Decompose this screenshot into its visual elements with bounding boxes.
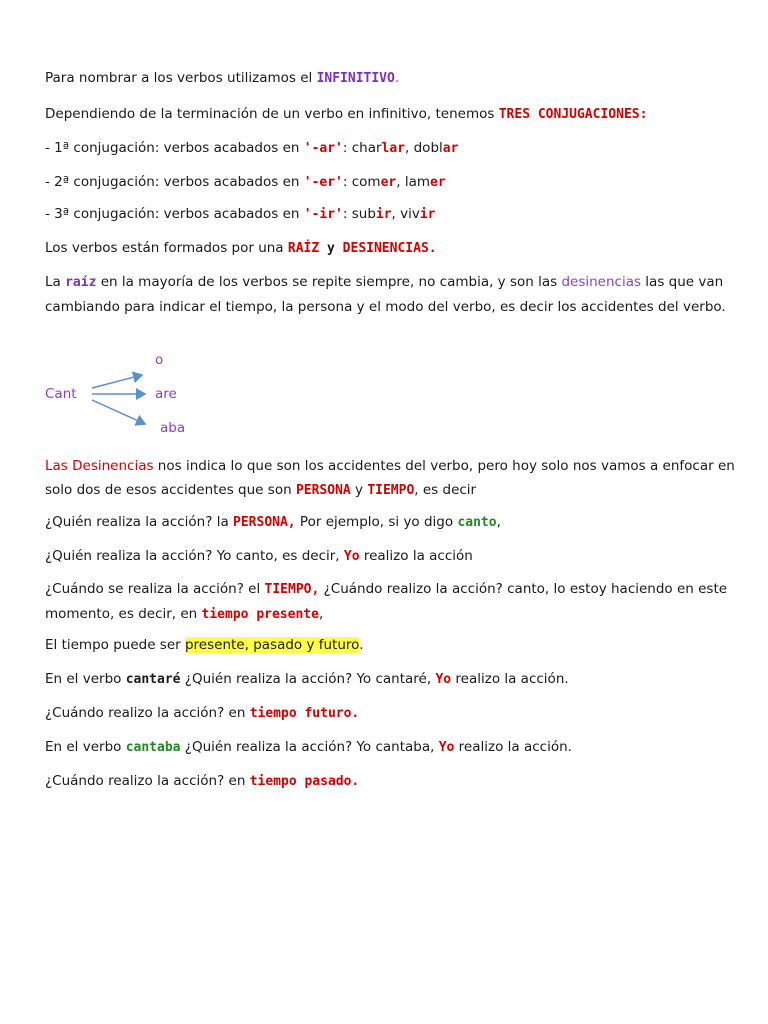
paragraph-persona: ¿Quién realiza la acción? la PERSONA, Por ejemplo, si yo digo canto, — [45, 514, 501, 530]
paragraph-raiz-explanation: La raíz en la mayoría de los verbos se repite siempre, no cambia, y son las desinencias las que van cambiando para indicar el tiempo, la persona y el modo del verbo, es decir los accidentes del verbo. — [45, 274, 726, 315]
term-raiz: RAÍZ — [287, 241, 320, 256]
conjugation-1: - 1ª conjugación: verbos acabados en '-ar': charlar, doblar — [45, 140, 459, 156]
term-tres-conjugaciones: TRES CONJUGACIONES — [498, 107, 640, 122]
arrow-to-o — [92, 375, 142, 388]
paragraph-cantare: En el verbo cantaré ¿Quién realiza la acción? Yo cantaré, Yo realizo la acción. — [45, 671, 569, 687]
paragraph-tiempo: ¿Cuándo se realiza la acción? el TIEMPO, ¿Cuándo realizo la acción? canto, lo estoy haciendo en este momento, es decir, en tiempo presente, — [45, 581, 728, 622]
paragraph-futuro: ¿Cuándo realizo la acción? en tiempo futuro. — [45, 705, 360, 721]
paragraph-yo-canto: ¿Quién realiza la acción? Yo canto, es decir, Yo realizo la acción — [45, 548, 473, 564]
paragraph-tiempos: El tiempo puede ser presente, pasado y futuro. — [45, 637, 364, 653]
paragraph-pasado: ¿Cuándo realizo la acción? en tiempo pasado. — [45, 773, 360, 789]
paragraph-cantaba: En el verbo cantaba ¿Quién realiza la acción? Yo cantaba, Yo realizo la acción. — [45, 739, 572, 755]
paragraph-raiz-desinencias: Los verbos están formados por una RAÍZ y DESINENCIAS. — [45, 240, 437, 256]
diagram-root: Cant — [45, 386, 77, 402]
paragraph-infinitivo: Para nombrar a los verbos utilizamos el INFINITIVO. — [45, 70, 400, 86]
term-raiz-lower: raíz — [65, 275, 97, 290]
conjugation-2: - 2ª conjugación: verbos acabados en '-er': comer, lamer — [45, 174, 446, 190]
term-desinencias: DESINENCIAS — [342, 241, 429, 256]
highlighted-tenses: presente, pasado y futuro — [184, 637, 360, 653]
diagram-ending-aba: aba — [160, 420, 186, 436]
paragraph-tres-conjugaciones: Dependiendo de la terminación de un verbo en infinitivo, tenemos TRES CONJUGACIONES: — [45, 106, 648, 122]
arrow-to-aba — [92, 400, 145, 424]
term-desinencias-lower: desinencias — [561, 274, 642, 290]
paragraph-desinencias-accidents: Las Desinencias nos indica lo que son los accidentes del verbo, pero hoy solo nos vamos a enfocar en solo dos de esos accidentes que son PERSONA y TIEMPO, es decir — [45, 458, 735, 498]
diagram-ending-o: o — [155, 352, 164, 368]
term-infinitivo: INFINITIVO — [316, 71, 395, 86]
conjugation-3: - 3ª conjugación: verbos acabados en '-ir': subir, vivir — [45, 206, 436, 222]
diagram-ending-are: are — [155, 386, 177, 402]
